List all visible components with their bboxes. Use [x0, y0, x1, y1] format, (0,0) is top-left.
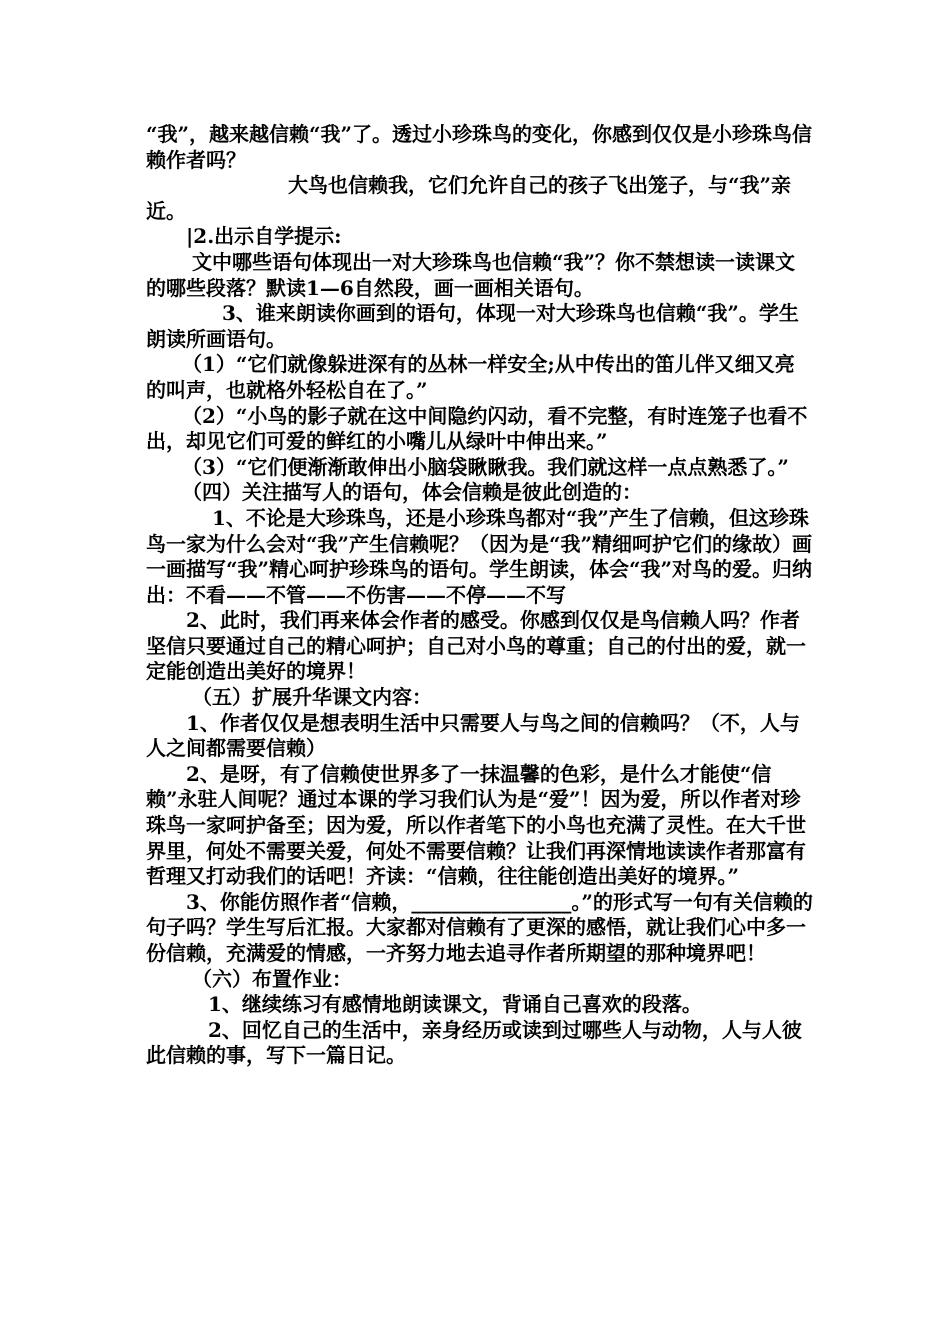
- paragraph-1: “我”，越来越信赖“我”了。透过小珍珠鸟的变化，你感到仅仅是小珍珠鸟信赖作者吗？: [146, 122, 813, 172]
- paragraph-9: （四）关注描写人的语句，体会信赖是彼此创造的：: [182, 480, 642, 505]
- paragraph-10: 1、不论是大珍珠鸟，还是小珍珠鸟都对“我”产生了信赖，但这珍珠鸟一家为什么会对“我”产生信赖呢？（因为是“我”精细呵护它们的缘故）画一画描写“我”精心呵护珍珠鸟的语句。学生朗读，体会“我”对鸟的爱。归纳出：不看——不管——不伤害——不停——不写: [146, 505, 813, 607]
- paragraph-8: （3）“它们便渐渐敢伸出小脑袋瞅瞅我。我们就这样一点点熟悉了。”: [182, 454, 789, 479]
- document-page: [146, 122, 814, 1069]
- paragraph-17: 1、继续练习有感情地朗读课文，背诵自己喜欢的段落。: [208, 992, 702, 1017]
- paragraph-14: 2、是呀，有了信赖使世界多了一抹温馨的色彩，是什么才能使“信赖”永驻人间呢？通过本课的学习我们认为是“爱”！因为爱，所以作者对珍珠鸟一家呵护备至；因为爱，所以作者笔下的小鸟也充满了灵性。在大千世界里，何处不需要关爱，何处不需要信赖？让我们再深情地读读作者那富有哲理又打动我们的话吧！齐读：“信赖，往往能创造出美好的境界。”: [146, 761, 806, 889]
- paragraph-18: 2、回忆自己的生活中，亲身经历或读到过哪些人与动物，人与人彼此信赖的事，写下一篇日记。: [146, 1017, 802, 1068]
- paragraph-13: 1、作者仅仅是想表明生活中只需要人与鸟之间的信赖吗？（不，人与人之间都需要信赖）: [146, 710, 800, 761]
- paragraph-6: （1）“它们就像躲进深有的丛林一样安全;从中传出的笛儿伴又细又亮的叫声，也就格外轻松自在了。”: [146, 352, 795, 402]
- paragraph-11: 2、此时，我们再来体会作者的感受。你感到仅仅是鸟信赖人吗？作者坚信只要通过自己的精心呵护；自己对小鸟的尊重；自己的付出的爱，就一定能创造出美好的境界！: [146, 608, 806, 684]
- paragraph-7: （2）“小鸟的影子就在这中间隐约闪动，看不完整，有时连笼子也看不出，却见它们可爱的鲜红的小嘴儿从绿叶中伸出来。”: [146, 403, 808, 454]
- paragraph-5: 3、谁来朗读你画到的语句，体现一对大珍珠鸟也信赖“我”。学生朗读所画语句。: [146, 301, 799, 351]
- paragraph-15: 3、你能仿照作者“信赖，________________。”的形式写一句有关信赖的句子吗？学生写后汇报。大家都对信赖有了更深的感悟，就让我们心中多一份信赖，充满爱的情感，一齐努力地去追寻作者所期望的那种境界吧！: [146, 889, 813, 965]
- paragraph-2: 大鸟也信赖我，它们允许自己的孩子飞出笼子，与“我”亲近。: [146, 173, 792, 223]
- paragraph-12: （五）扩展升华课文内容：: [192, 685, 432, 710]
- paragraph-16: （六）布置作业：: [192, 966, 352, 991]
- paragraph-3: |2.出示自学提示:: [186, 224, 342, 249]
- paragraph-4: 文中哪些语句体现出一对大珍珠鸟也信赖“我”？你不禁想读一读课文的哪些段落？默读1—6自然段，画一画相关语句。: [146, 249, 796, 300]
